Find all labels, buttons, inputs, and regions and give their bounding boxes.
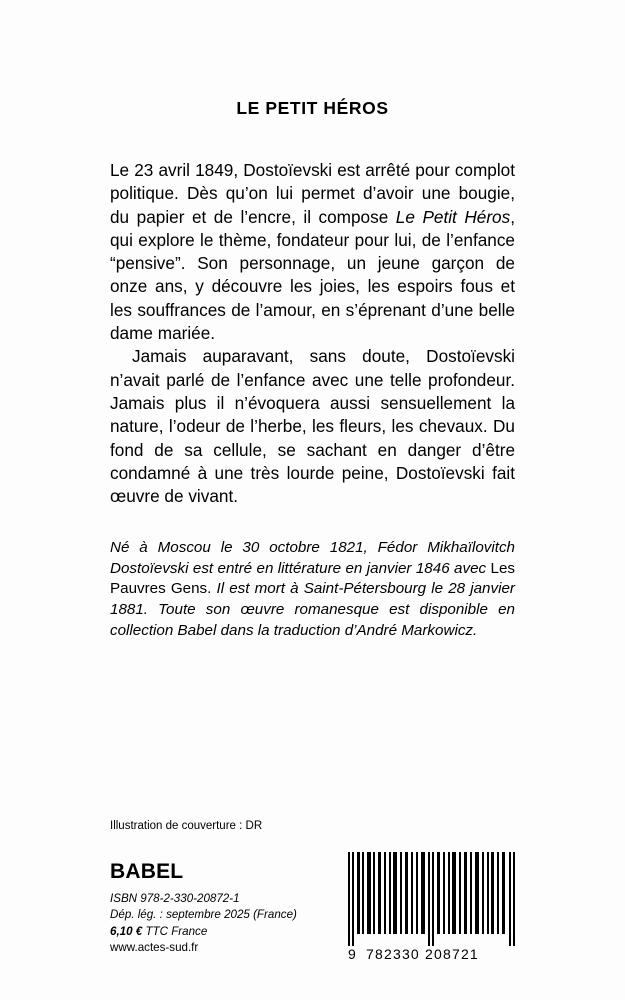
cover-text-block [110,0,515,641]
ean13-barcode [348,852,516,934]
price-value: 6,10 € [110,924,143,938]
publisher-imprint: BABEL [110,860,184,883]
author-bio [110,538,515,641]
page-title: LE PETIT HÉROS [236,98,389,118]
barcode-lead-digit: 9 [348,946,357,962]
blurb-paragraph-1 [110,159,515,345]
website-line[interactable]: www.actes-sud.fr [110,941,199,955]
cover-credit: Illustration de couverture : DR [110,820,263,832]
blurb-seg-1c: , qui explore le thème, fondateur pour lui, de l’enfance “pensive”. Son personnage, un jeune garçon de onze ans, y découvre les joies, les espoirs fous et les souffrances de l’amour, en s’éprenant d’une belle dame mariée. [110,206,515,344]
barcode-area [348,852,518,962]
bio-seg-3-italic: Il est mort à Saint-Pétersbourg le 28 janvier 1881. Toute son œuvre romanesque est disponible en collection Babel dans la traduction d’André Markowicz. [110,580,515,639]
blurb-paragraph-2: Jamais auparavant, sans doute, Dostoïevski n’avait parlé de l’enfance avec une telle profondeur. Jamais plus il n’évoquera aussi sensuellement la nature, l’odeur de l’herbe, les fleurs, les chevaux. Du fond de sa cellule, se sachant en danger d’être condamné à une très lourde peine, Dostoïevski fait œuvre de vivant. [110,346,515,507]
bio-seg-2: Les Pauvres Gens. [110,559,515,598]
legal-deposit-line: Dép. lég. : septembre 2025 (France) [110,908,297,922]
bio-seg-1-italic: Né à Moscou le 30 octobre 1821, Fédor Mikhaïlovitch Dostoïevski est entré en littérature en janvier 1846 avec [110,539,515,577]
blurb-text [110,159,515,508]
blurb-seg-1b-italic: Le Petit Héros [395,206,511,227]
price-suffix: TTC France [142,924,208,938]
isbn-line: ISBN 978-2-330-20872-1 [110,892,240,905]
barcode-main-digits: 782330 208721 [366,946,479,962]
barcode-digits [348,946,516,962]
blurb-seg-1a: Le 23 avril 1849, Dostoïevski est arrêté pour complot politique. Dès qu’on lui permet d’avoir une bougie, du papier et de l’encre, il compose [110,160,515,227]
